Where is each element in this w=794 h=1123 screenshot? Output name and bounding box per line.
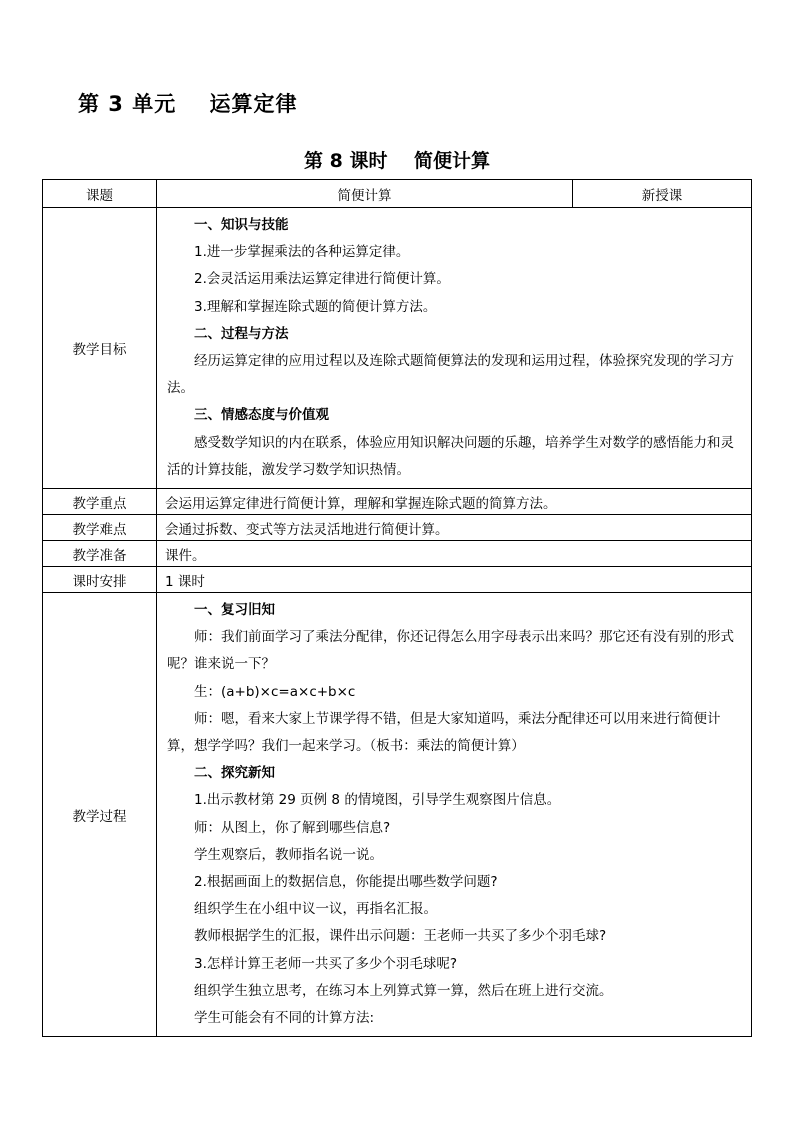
preparation-label: 教学准备 bbox=[43, 541, 157, 567]
content-line: 1.进一步掌握乘法的各种运算定律。 bbox=[194, 244, 410, 261]
content-line: 感受数学知识的内在联系，体验应用知识解决问题的乐趣，培养学生对数学的感悟能力和灵活的计算技能，激发学习数学知识热情。 bbox=[167, 434, 734, 478]
preparation-row bbox=[43, 541, 752, 567]
preparation-text: 课件。 bbox=[157, 541, 752, 567]
difficulty-label: 教学难点 bbox=[43, 515, 157, 541]
section-heading: 二、过程与方法 bbox=[194, 325, 289, 342]
unit-title: 第 3 单元 运算定律 bbox=[78, 92, 298, 116]
content-line: 师：我们前面学习了乘法分配律，你还记得怎么用字母表示出来吗？那它还有没有别的形式呢？谁来说一下？ bbox=[167, 629, 734, 673]
objectives-label: 教学目标 bbox=[43, 208, 157, 489]
schedule-label: 课时安排 bbox=[43, 567, 157, 593]
content-line: 学生可能会有不同的计算方法: bbox=[194, 1010, 375, 1027]
content-line: 师：嗯，看来大家上节课学得不错，但是大家知道吗，乘法分配律还可以用来进行简便计算，想学学吗？我们一起来学习。（板书：乘法的简便计算） bbox=[167, 710, 721, 755]
key-point-row bbox=[43, 489, 752, 515]
objectives-content bbox=[157, 208, 752, 489]
content-line: 组织学生在小组中议一议，再指名汇报。 bbox=[194, 901, 437, 918]
schedule-text: 1 课时 bbox=[157, 567, 752, 593]
content-line: 组织学生独立思考，在练习本上列算式算一算，然后在班上进行交流。 bbox=[194, 982, 613, 999]
content-line: 2.会灵活运用乘法运算定律进行简便计算。 bbox=[194, 271, 450, 288]
process-content bbox=[157, 593, 752, 1037]
section-heading: 一、复习旧知 bbox=[194, 602, 275, 619]
objectives-row bbox=[43, 208, 752, 489]
process-label: 教学过程 bbox=[43, 593, 157, 1037]
header-topic: 简便计算 bbox=[157, 180, 573, 208]
process-row bbox=[43, 593, 752, 1037]
lesson-title: 第 8 课时 简便计算 bbox=[304, 150, 490, 172]
content-line: 生：(a+b)×c=a×c+b×c bbox=[194, 683, 356, 700]
schedule-row bbox=[43, 567, 752, 593]
header-type: 新授课 bbox=[573, 180, 752, 208]
content-line: 3.怎样计算王老师一共买了多少个羽毛球呢? bbox=[194, 955, 458, 972]
section-heading: 二、探究新知 bbox=[194, 765, 275, 782]
difficulty-text: 会通过拆数、变式等方法灵活地进行简便计算。 bbox=[157, 515, 752, 541]
content-line: 2.根据画面上的数据信息，你能提出哪些数学问题? bbox=[194, 874, 498, 891]
content-line: 教师根据学生的汇报，课件出示问题：王老师一共买了多少个羽毛球? bbox=[194, 928, 607, 945]
section-heading: 三、情感态度与价值观 bbox=[194, 407, 329, 424]
section-heading: 一、知识与技能 bbox=[194, 217, 289, 233]
key-point-label: 教学重点 bbox=[43, 489, 157, 515]
content-line: 1.出示教材第 29 页例 8 的情境图，引导学生观察图片信息。 bbox=[194, 792, 561, 809]
key-point-text: 会运用运算定律进行简便计算，理解和掌握连除式题的简算方法。 bbox=[157, 489, 752, 515]
header-label: 课题 bbox=[43, 180, 157, 208]
content-line: 师：从图上，你了解到哪些信息? bbox=[194, 819, 391, 836]
difficulty-row bbox=[43, 515, 752, 541]
content-line: 3.理解和掌握连除式题的简便计算方法。 bbox=[194, 298, 437, 315]
content-line: 经历运算定律的应用过程以及连除式题简便算法的发现和运用过程，体验探究发现的学习方法。 bbox=[167, 353, 734, 397]
header-row bbox=[43, 180, 752, 208]
lesson-plan-table bbox=[42, 179, 752, 1037]
content-line: 学生观察后，教师指名说一说。 bbox=[194, 846, 383, 863]
